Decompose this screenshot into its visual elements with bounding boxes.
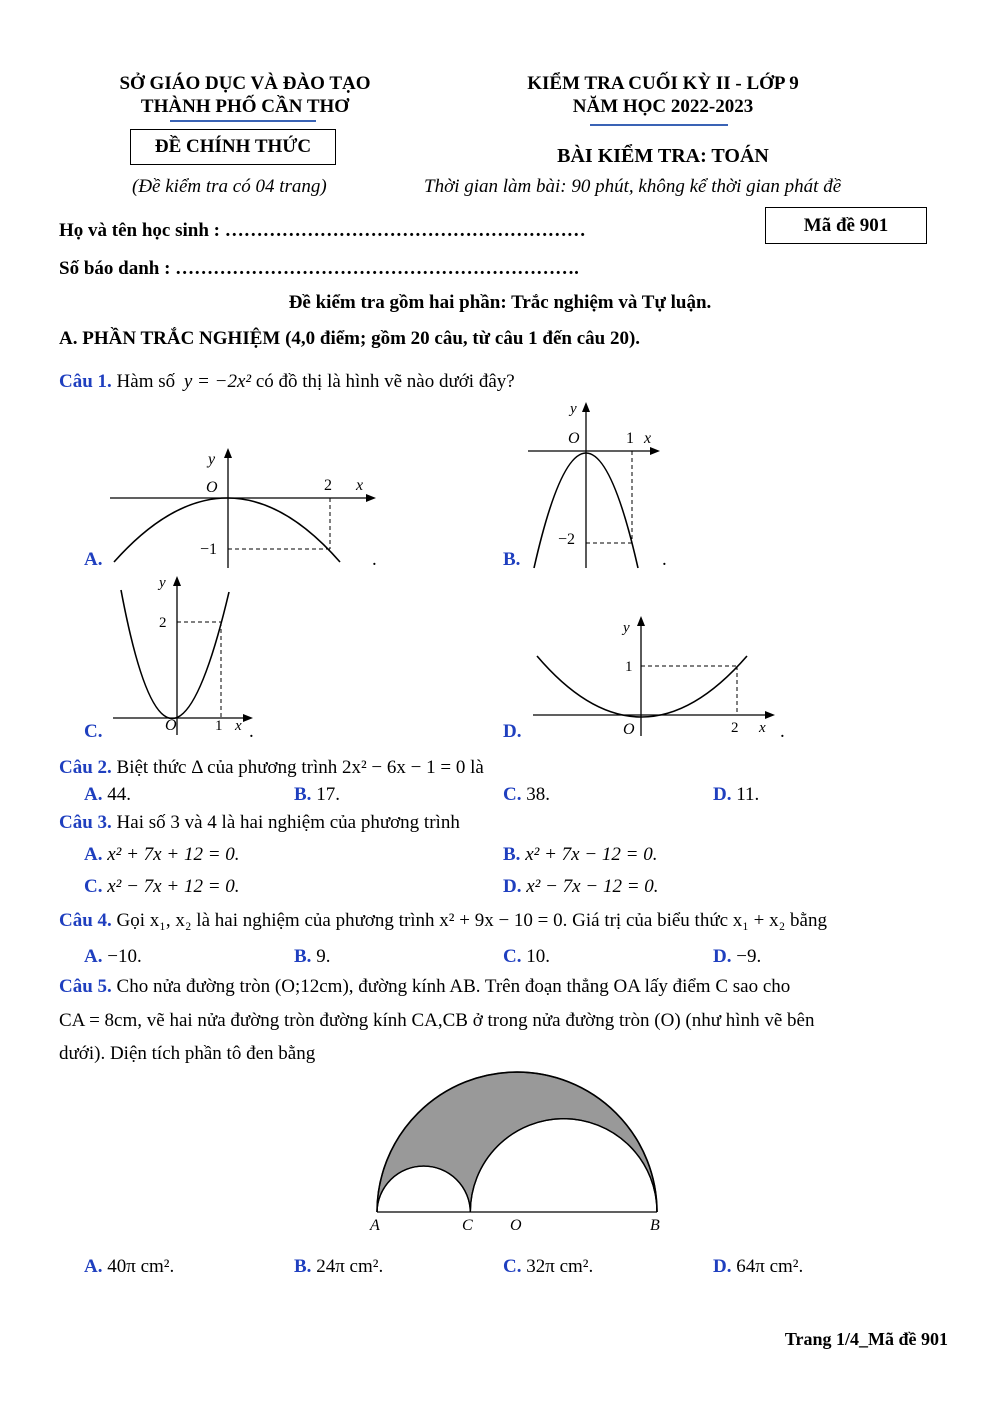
question-3 <box>59 812 460 834</box>
subject-title: BÀI KIỂM TRA: TOÁN <box>557 145 769 167</box>
q3-option-a[interactable]: A. x² + 7x + 12 = 0. <box>84 844 240 865</box>
question-number: Câu 2. <box>59 757 112 778</box>
intro-text: Đề kiểm tra gồm hai phần: Trắc nghiệm và Tự luận. <box>288 292 712 313</box>
graph-c <box>105 570 255 740</box>
page-footer: Trang 1/4_Mã đề 901 <box>784 1329 948 1349</box>
graph-a-y-value: −1 <box>200 541 218 558</box>
question-text: Hàm số <box>116 371 176 392</box>
graph-b-origin: O <box>568 430 580 447</box>
student-id-field: Số báo danh : ………………………………………………………. <box>59 258 579 279</box>
graph-d-x-value: 2 <box>731 720 739 736</box>
q3-option-d[interactable]: D. x² − 7x − 12 = 0. <box>503 876 659 897</box>
graph-b-x-label: x <box>644 430 652 447</box>
graph-b-period: . <box>662 549 667 570</box>
graph-b-x-value: 1 <box>626 430 634 447</box>
graph-a-origin: O <box>206 479 218 496</box>
question-1 <box>59 371 515 393</box>
q1-option-b-label[interactable]: B. <box>503 549 521 570</box>
graph-c-y-value: 2 <box>159 615 167 631</box>
graph-a-period: . <box>372 549 377 570</box>
header-underline-left <box>170 120 316 122</box>
pages-note: (Đề kiểm tra có 04 trang) <box>132 176 327 197</box>
q4-option-b[interactable]: B. 9. <box>294 946 331 967</box>
graph-d-origin: O <box>623 721 635 738</box>
graph-a-y-label: y <box>208 451 216 468</box>
question-text: Cho nửa đường tròn (O;12cm), đường kính AB. Trên đoạn thẳng OA lấy điểm C sao cho <box>116 976 791 997</box>
q1-option-c-label[interactable]: C. <box>84 721 103 742</box>
q3-option-b[interactable]: B. x² + 7x − 12 = 0. <box>503 844 658 865</box>
q2-option-c[interactable]: C. 38. <box>503 784 550 805</box>
q5-option-c[interactable]: C. 32π cm². <box>503 1256 594 1277</box>
graph-b-y-label: y <box>570 401 577 417</box>
question-text: Hai số 3 và 4 là hai nghiệm của phương trình <box>116 812 460 833</box>
question-number: Câu 5. <box>59 976 112 997</box>
q2-option-b[interactable]: B. 17. <box>294 784 340 805</box>
graph-d <box>525 610 785 740</box>
school-dept: SỞ GIÁO DỤC VÀ ĐÀO TẠO <box>119 73 371 94</box>
graph-a-x-value: 2 <box>324 477 332 494</box>
math-expression: y = −2x² <box>183 371 252 392</box>
question-text: Gọi x₁, x₂ là hai nghiệm của phương trình x² + 9x − 10 = 0. Giá trị của biểu thức x₁ + x₂ bằng <box>116 910 827 931</box>
official-box: ĐỀ CHÍNH THỨC <box>130 129 336 165</box>
question-5-line-3: dưới). Diện tích phần tô đen bằng <box>59 1043 316 1064</box>
question-number: Câu 4. <box>59 910 112 931</box>
graph-b <box>520 396 670 572</box>
school-city: THÀNH PHỐ CẦN THƠ <box>140 96 350 117</box>
q5-option-d[interactable]: D. 64π cm². <box>713 1256 804 1277</box>
q5-option-a[interactable]: A. 40π cm². <box>84 1256 175 1277</box>
graph-c-x-value: 1 <box>215 718 223 734</box>
q1-option-a-label[interactable]: A. <box>84 549 103 570</box>
shaded-region <box>377 1072 657 1212</box>
graph-c-period: . <box>249 721 254 742</box>
q2-option-a[interactable]: A. 44. <box>84 784 131 805</box>
q4-option-c[interactable]: C. 10. <box>503 946 550 967</box>
graph-c-y-label: y <box>159 575 166 591</box>
point-a-label: A <box>370 1217 380 1234</box>
question-5-line-2: CA = 8cm, vẽ hai nửa đường tròn đường kính CA,CB ở trong nửa đường tròn (O) (như hình vẽ bên <box>59 1010 815 1031</box>
q3-option-c[interactable]: C. x² − 7x + 12 = 0. <box>84 876 240 897</box>
time-note: Thời gian làm bài: 90 phút, không kể thời gian phát đề <box>424 176 842 197</box>
question-number: Câu 1. <box>59 371 112 392</box>
graph-b-y-value: −2 <box>558 531 576 548</box>
graph-c-x-label: x <box>235 718 242 734</box>
graph-d-period: . <box>780 721 785 742</box>
exam-title: KIỂM TRA CUỐI KỲ II - LỚP 9 <box>527 73 799 94</box>
point-o-label: O <box>510 1217 522 1234</box>
question-text: Biệt thức Δ của phương trình 2x² − 6x − 1 = 0 là <box>116 757 484 778</box>
graph-d-y-value: 1 <box>625 659 633 675</box>
graph-a <box>100 440 390 575</box>
question-number: Câu 3. <box>59 812 112 833</box>
school-year: NĂM HỌC 2022-2023 <box>572 96 754 117</box>
q2-option-d[interactable]: D. 11. <box>713 784 760 805</box>
graph-a-x-label: x <box>356 477 364 494</box>
question-4 <box>59 910 827 932</box>
exam-code-box: Mã đề 901 <box>765 207 927 244</box>
semicircle-figure <box>360 1066 675 1241</box>
q5-option-b[interactable]: B. 24π cm². <box>294 1256 384 1277</box>
q4-option-a[interactable]: A. −10. <box>84 946 142 967</box>
student-name-field: Họ và tên học sinh : ………………………………………………… <box>59 220 586 241</box>
q4-option-d[interactable]: D. −9. <box>713 946 762 967</box>
section-a-heading: A. PHẦN TRẮC NGHIỆM (4,0 điểm; gồm 20 câu, từ câu 1 đến câu 20). <box>59 328 641 349</box>
question-text: có đồ thị là hình vẽ nào dưới đây? <box>255 371 515 392</box>
question-5 <box>59 976 790 998</box>
point-c-label: C <box>462 1217 473 1234</box>
point-b-label: B <box>650 1217 660 1234</box>
graph-d-x-label: x <box>759 720 766 736</box>
q1-option-d-label[interactable]: D. <box>503 721 522 742</box>
graph-d-y-label: y <box>623 620 630 636</box>
question-2 <box>59 757 484 779</box>
header-underline-right <box>590 124 728 126</box>
graph-c-origin: O <box>165 717 177 734</box>
